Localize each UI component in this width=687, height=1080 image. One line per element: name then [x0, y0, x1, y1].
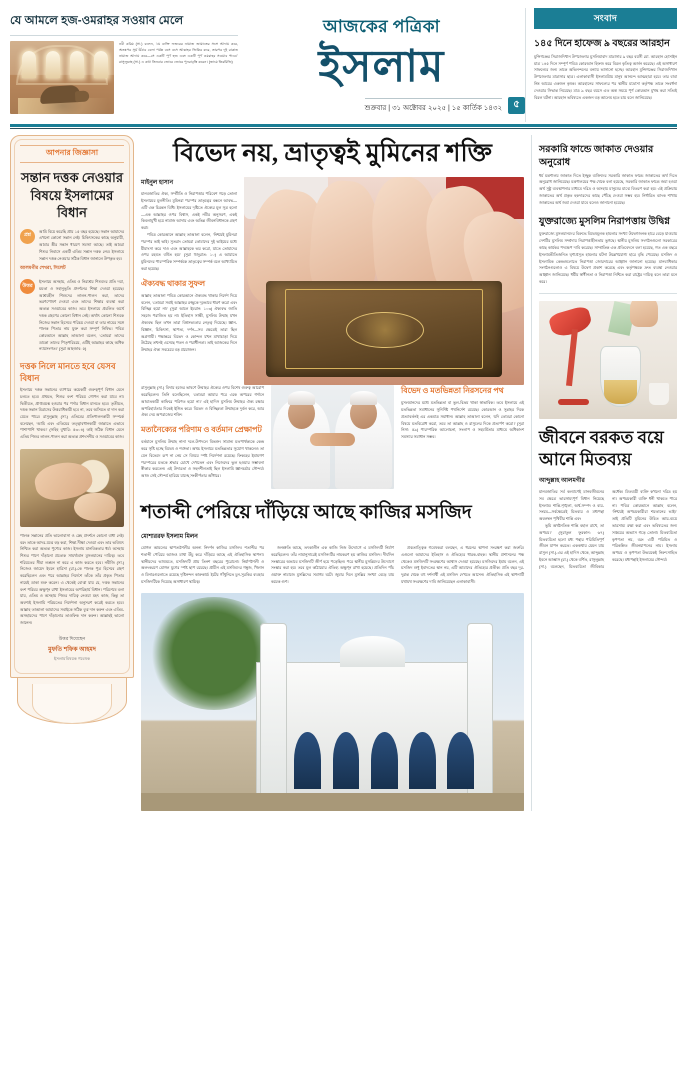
brand-subtitle: আজকের পত্রিকা [322, 17, 441, 36]
column-center [141, 135, 524, 811]
question-signature: আলমগীর শেখরা, সিলেট [20, 265, 66, 271]
main-headline[interactable]: বিভেদ নয়, ভ্রাতৃত্বই মুমিনের শক্তি [173, 140, 492, 167]
story-three-col-1: মানবজাতির সর্ব কল্যাণেই মানবজীবনের সব ক্ষেত্রে ভারসাম্যপূর্ণ বিধান নিয়েছে ইসলাম। শান্তি-শৃঙ্খলা, অর্থ-সম্পদ ও ব্যয়-সংযম—সর্বক্ষেত্রেই মিতব্যয় ও মধ্যপন্থা অবলম্বন পৃথিবীর শান্তি এবং [539, 488, 604, 522]
quran-hands-photo [244, 177, 524, 385]
main-byline: মাইনুল হাসান [141, 180, 174, 187]
news-item-headline-1[interactable]: ১৪৫ দিনে হাফেজ ৯ বছরের আরহান [534, 39, 670, 49]
column-left [10, 135, 134, 811]
main-subtext-2: বর্তমানে মুসলিম উম্মাহ নানা দলে-উপদলে বিভক্ত। সামান্য মতপার্থক্যকে কেন্দ্র করে সৃষ্টি হচ্ছে বিদ্বেষ ও শত্রুতা। অথচ ইসলামে মতভিন্নতার সুযোগ থাকলেও তা যেন বিভেদে রূপ না নেয় সে বিষয়ে স্পষ্ট নির্দেশনা রয়েছে। ফিকহের ইমামগণ পরস্পরের মতকে শ্রদ্ধার চোখে দেখতেন এবং নিজেদের ভুল হওয়ার সম্ভাবনা স্বীকার করতেন। এই উদারতা ও সহনশীলতাই ছিল ইসলামি জ্ঞানচর্চার সৌন্দর্য। আজ সেই সৌন্দর্য হারিয়ে যাচ্ছে সংকীর্ণতার আঁধারে। [141, 439, 264, 479]
news-item-text-3: যুক্তরাজ্যে মুসলমানদের বিরুদ্ধে বিদ্বেষমূলক হামলার সংখ্যা উদ্বেগজনক হারে বেড়ে যাওয়ায় দেশটির মুসলিম সম্প্রদায় নিরাপত্তাহীনতায় ভুগছে। স্থানীয় মুসলিম সংগঠনগুলো সরকারের কাছে কার্যকর পদক্ষেপ দাবি করেছে। সাম্প্রতিক এক প্রতিবেদনে বলা হয়েছে, গত এক বছরে ইসলামভীতিজনিত ঘৃণাপ্রসূত হামলার ঘটনা উল্লেখযোগ্য হারে বৃদ্ধি পেয়েছে। মসজিদ ও ইসলামিক কেন্দ্রগুলোতে নিরাপত্তা জোরদারের আহ্বান জানানো হয়েছে। মানবাধিকার সংগঠনগুলোও এ বিষয়ে উদ্বেগ প্রকাশ করেছে এবং কর্তৃপক্ষকে দ্রুত ব্যবস্থা নেওয়ার আহ্বান জানিয়েছে। ধর্মীয় স্বাধীনতা ও নিরাপত্তা নিশ্চিত করা রাষ্ট্রের দায়িত্ব বলে তারা মনে করে। [539, 231, 677, 284]
two-men-photo [271, 385, 394, 489]
answer-badge: উত্তর [20, 279, 35, 294]
masthead-feature [10, 8, 238, 122]
masthead-feature-text: নবী করিম (সা.) বলেন, ‘যে ব্যক্তি ফজরের নামাজ জামাতের সঙ্গে আদায় করে, অতঃপর সূর্য উঠার বেলা পর্যন্ত বসে বসে আল্লাহর জিকির করে, তারপর দুই রাকাত নামাজ আদায় করে—সে একটি পূর্ণ হজ এবং একটি পূর্ণ ওমরাহর সওয়াব পাবে।’ রাসুলুল্লাহ (সা.) এ কথা তিনবার জোরে জোরে পুনরাবৃত্তি করেন। (জামে তিরমিজি) [119, 42, 238, 65]
answer-signature-label: উত্তর দিয়েছেন [58, 635, 86, 641]
question-badge: প্রশ্ন [20, 229, 35, 244]
page-body [0, 129, 687, 811]
masthead-brand [238, 8, 525, 122]
brand-title: ইসলাম [318, 42, 445, 91]
news-item-headline-3[interactable]: যুক্তরাজ্যে মুসলিম নিরাপত্তায় উদ্বিগ্ন [539, 216, 670, 227]
story-two-col-3: প্রত্নতাত্ত্বিক গবেষকরা বলছেন, এ ধরনের স্থাপনা সংরক্ষণ করা জরুরি। এগুলো আমাদের ইতিহাস ও ঐতিহ্যের ধারক-বাহক। স্থানীয় প্রশাসনের পক্ষ থেকেও মসজিদটি সংরক্ষণের আশ্বাস দেওয়া হয়েছে। মসজিদের ইমাম বলেন, এই মসজিদ শুধু ইবাদতের স্থান নয়, এটি আমাদের ঐতিহ্যের প্রতীক। প্রতি বছর দূর-দূরান্ত থেকে বহু দর্শনার্থী এই মসজিদ দেখতে আসেন। ঐতিহাসিক এই স্থাপনাটি যথাযথ সংরক্ষণের দাবি জানিয়েছেন এলাকাবাসী। [401, 544, 524, 584]
main-subtext-1: আল্লাহ তাআলা পবিত্র কোরআনে ঐক্যবদ্ধ থাকার নির্দেশ দিয়ে বলেন, ‘তোমরা সবাই আল্লাহর রজ্জুকে দৃঢ়ভাবে ধারণ করো এবং বিচ্ছিন্ন হয়ো না।’ (সুরা আলে ইমরান: ১০৩) ঐক্যবদ্ধ জাতি সহজে পরাজিত হয় না। ইতিহাস সাক্ষী, মুসলিম উম্মাহ যখন ঐক্যবদ্ধ ছিল তখন তারা বিশ্বসভ্যতার নেতৃত্ব দিয়েছে। জ্ঞান-বিজ্ঞান, চিকিৎসা, স্থাপত্য, দর্শন—সব ক্ষেত্রেই তারা ছিল অগ্রগামী। পক্ষান্তরে বিভেদ ও কোন্দল যখন মাথাচাড়া দিয়ে উঠেছে তখনই এসেছে পতন ও পরাধীনতা। তাই আজকের দিনে উম্মাহর ঐক্য সবচেয়ে বড় প্রয়োজন। [141, 292, 237, 353]
main-story-columns [141, 385, 524, 489]
ornament-bottom-inner [32, 684, 111, 724]
adoption-photo [20, 449, 124, 527]
story-two-columns [141, 545, 524, 586]
answer-block [20, 279, 124, 353]
story-two-col-2: জনশ্রুতি আছে, তৎকালীন এক কাজি নিজ উদ্যোগে এ মসজিদটি নির্মাণ করেছিলেন। তাঁর নামানুসারেই মসজিদটির নামকরণ হয় কাজির মসজিদ। দীর্ঘদিন সংস্কারের অভাবে মসজিদটি জীর্ণ হয়ে পড়েছিল। পরে স্থানীয় মুসল্লিদের উদ্যোগে সংস্কার করা হয়। তবে মূল কাঠামোর ঐতিহ্য অক্ষুণ্ন রাখা হয়েছে। প্রতিদিন পাঁচ ওয়াক্ত নামাজে মুসল্লিদের সমাগম ঘটে। জুমার দিনে মুসল্লির সংখ্যা বেড়ে যায় কয়েক গুণ। [271, 544, 394, 584]
kazir-mosque-photo [141, 593, 524, 811]
divider-teal [10, 124, 677, 127]
news-item-text-2: ধর্ম মন্ত্রণালয় জাকাত দিতে ইচ্ছুক ব্যক্তিদের সরকারি জাকাত ফান্ডে জাকাতের অর্থ দিতে অনুরোধ জানিয়েছে। মন্ত্রণালয়ের পক্ষ থেকে বলা হয়েছে, সরকারি জাকাত ফান্ডে জমা হওয়া অর্থ সুষ্ঠু ব্যবস্থাপনার মাধ্যমে দরিদ্র ও অসহায় মানুষের মাঝে বিতরণ করা হয়। এই প্রক্রিয়ায় জাকাতের অর্থ প্রকৃত হকদারদের কাছে পৌঁছে দেওয়া সম্ভব হয়। নির্ধারিত ব্যাংক শাখায় জাকাতের অর্থ জমা দেওয়া যাবে বলেও জানানো হয়েছে। [539, 172, 677, 205]
main-paragraph-1: পবিত্র কোরআনে আল্লাহ তাআলা বলেন, ‘নিশ্চয়ই মুমিনরা পরস্পর ভাই ভাই। সুতরাং তোমরা তোমাদের দুই ভাইয়ের মধ্যে মীমাংসা করে দাও এবং আল্লাহকে ভয় করো, যাতে তোমাদের ওপর রহমত বর্ষিত হয়।’ (সুরা হুজুরাত: ১০) এ আয়াতে মুমিনদের পারস্পরিক সম্পর্ককে ভ্রাতৃত্বের সম্পর্ক বলে আখ্যায়িত করা হয়েছে। [141, 232, 237, 272]
main-paragraph-2: রাসুলুল্লাহ (সা.) বিদায় হজের ভাষণে উম্মাহর ঐক্যের ওপর বিশেষ গুরুত্ব আরোপ করেছিলেন। তিনি বলেছিলেন, ‘তোমরা আমার পরে একে অপরের গর্দানে আঘাতকারী কাফিরে পরিণত হয়ো না।’ এই হাদিস মুসলিম উম্মাহর ঐক্য রক্ষার অপরিহার্যতার দিকেই ইঙ্গিত করে। বিভেদ ও বিচ্ছিন্নতা উম্মাহকে দুর্বল করে, আর ঐক্য দেয় অপরাজেয় শক্তি। [141, 385, 264, 418]
ask-sub-text: ইসলামে দত্তক সন্তানের ব্যাপারে কয়েকটি গুরুত্বপূর্ণ বিধান মেনে চলতে হবে। প্রথমত, শিশুর বংশ পরিচয় গোপন করা যাবে না। দ্বিতীয়ত, প্রাপ্তবয়স্ক হওয়ার পর পর্দার বিধান মানতে হবে। তৃতীয়ত, দত্তক সন্তান মিরাসের উত্তরাধিকারী হবে না, তবে অসিয়ত বা দান করা যেতে পারে। রাসুলুল্লাহ (সা.) এতিমের প্রতিপালনকারী সম্পর্কে বলেছেন, ‘আমি এবং এতিমের তত্ত্বাবধানকারী জান্নাতে এভাবে পাশাপাশি থাকব।’ (সহিহ বুখারি: ৫৩০৪) তাই সঠিক বিধান মেনে এতিম শিশুর লালন-পালন করা অত্যন্ত প্রশংসনীয় ও সওয়াবের কাজ। [20, 387, 124, 440]
ask-section-tag: আপনার জিজ্ঞাসা [20, 145, 124, 163]
news-section-label: সংবাদ [534, 8, 677, 29]
question-text: আমি বিয়ে করেছি প্রায় ১৫ বছর হয়েছে। সন্তান আমাদের এখনো কোনো সন্তান নেই। চিকিৎসকের কাছে অনুযায়ী, আমার স্ত্রীর সন্তান ধারণে সমস্যা আছে। তাই আমরা শিশুর নিবাসে একটি এতিম সন্তান দত্তক নেব। ইসলামে সন্তান দত্তক নেওয়ার সঠিক বিধান জানালে উপকৃত হব। [39, 228, 125, 261]
column-right [531, 135, 677, 811]
answer-signature [20, 635, 124, 663]
main-subtext-3: মুসলমানদের মধ্যে মতভিন্নতা বা ভুল-বিভ্রম থাকা স্বাভাবিক। তবে ইসলামে এই মতভিন্নতা সমাধানের সুনির্দিষ্ট পথনির্দেশ রয়েছে। কোরআন ও সুন্নাহর দিকে প্রত্যাবর্তনই এর একমাত্র সমাধান। আল্লাহ তাআলা বলেন, ‘যদি তোমরা কোনো বিষয়ে মতবিরোধ করো, তবে তা আল্লাহ ও রাসুলের দিকে প্রত্যর্পণ করো।’ (সুরা নিসা: ৫৯) পারস্পরিক আলোচনা, সংলাপ ও সহমর্মিতার মাধ্যমে অধিকাংশ সমস্যার সমাধান সম্ভব। [401, 400, 524, 440]
story-two-headline[interactable]: শতাব্দী পেরিয়ে দাঁড়িয়ে আছে কাজির মসজিদ [141, 502, 472, 524]
answer-text: ইসলামে অসহায়, এতিম ও নিরাশ্রয় শিশুদের প্রতি দয়া, মমতা ও সহানুভূতি প্রদর্শনের শিক্ষা দেওয়া হয়েছে। আশ্রয়হীন শিশুদের লালন-পালন করা, তাদের ভরণপোষণ দেওয়া এবং তাদের শিক্ষার ব্যবস্থা করা অত্যন্ত সওয়াবের কাজ। তবে ইসলামে প্রচলিত অর্থে দত্তক গ্রহণের কোনো বিধান নেই। অর্থাৎ কোনো শিশুকে নিজের সন্তান হিসেবে পরিচয় দেওয়া বা তার নামের সঙ্গে পালক পিতার নাম যুক্ত করা সম্পূর্ণ নিষিদ্ধ। পবিত্র কোরআনে আল্লাহ তাআলা বলেন, ‘তোমরা তাদের ডাকো তাদের পিতৃপরিচয়ে, এটিই আল্লাহর কাছে অধিক ন্যায়সংগত।’ (সুরা আহজাব: ৫) [39, 279, 124, 352]
ask-subheading: দত্তক নিলে মানতে হবে যেসব বিধান [20, 361, 116, 383]
story-three-headline[interactable]: জীবনে বরকত বয়ে আনে মিতব্যয় [539, 427, 664, 469]
news-item-headline-2[interactable]: সরকারি ফান্ডে জাকাত দেওয়ার অনুরোধ [539, 145, 654, 168]
story-three-columns [539, 489, 677, 571]
masthead-news-column [525, 8, 677, 122]
story-two [141, 501, 524, 810]
dateline-text: শুক্রবার | ৩১ অক্টোবর ২০২৫ | ১৫ কার্তিক ১৪৩২ [365, 98, 502, 114]
ask-question-box [10, 135, 134, 678]
story-three-col-2: ভূমি অর্থনৈতিক শান্তি বহাল রাখে, তা অপচয়।’ (সুরাতুল ফুরকান: ৬৭) মিতব্যয়িতা হলো মধ্য পন্থার পরিমিতিপূর্ণ জীবন যাপন করতে। এককথায় যেমন যায় রাসুল (সা.)-এর এই হাদিস থেকে, আব্দুল্লাহ ইবনে আব্বাস (রা.) থেকে বর্ণিত, রাসুলুল্লাহ (সা.) বলেছেন, মিতব্যয়িতা জীবিকার অর্ধেক। মিতব্যয়ী ব্যক্তি কখনো দরিদ্র হয় না। অপচয়কারী ব্যক্তি ধনী থাকতে পারে না। পবিত্র কোরআনে আল্লাহ বলেন, ‘নিশ্চয়ই অপচয়কারীরা শয়তানের ভাই।’ তাই প্রতিটি মুমিনের উচিত আয়-ব্যয়ে ভারসাম্য রক্ষা করা এবং ভবিষ্যতের জন্য সঞ্চয়ের অভ্যাস গড়ে তোলা। মিতব্যয়িতা কৃপণতা নয়, বরং এটি পরিমিত ও পরিকল্পিত জীবনযাপনের নাম। ইসলাম অপচয় ও কৃপণতা উভয়কেই নিরুৎসাহিত করেছে। মধ্যপন্থাই ইসলামের সৌন্দর্য। [539, 488, 677, 569]
main-story-lead-column [141, 177, 237, 385]
main-story-hero [141, 177, 524, 385]
ask-second-article: পালক সন্তানের প্রতি ভালোবাসা ও স্নেহ প্রদর্শনে কোনো বাধা নেই। বরং তাকে আদর-যত্নে বড় করা, শিক্ষা-দীক্ষা দেওয়া এবং তার ভবিষ্যৎ নিশ্চিত করা অত্যন্ত পুণ্যের কাজ। ইসলাম মানবিকতার ধর্ম। অসহায় শিশুর পাশে দাঁড়ানো প্রত্যেক সামর্থ্যবান মুসলমানের দায়িত্ব। তবে শরিয়তের সীমা লঙ্ঘন না করে এ কাজ করতে হবে। নবীজি (সা.) নিজেও জায়েদ ইবনে হারিসা (রা.)-কে পালক পুত্র হিসেবে গ্রহণ করেছিলেন এবং পরে আল্লাহর নির্দেশে তাঁকে তাঁর প্রকৃত পিতার নামেই ডাকা শুরু করেন। এ থেকেই বোঝা যায় যে, দত্তক সন্তানের বংশ পরিচয় অক্ষুণ্ন রাখা ইসলামের অপরিহার্য বিধান। পরিশেষে বলা যায়, এতিম ও অসহায় শিশুর দায়িত্ব নেওয়া মহৎ কাজ, কিন্তু তা অবশ্যই ইসলামি শরিয়তের নির্দেশনা অনুসরণ করেই করতে হবে। আল্লাহ তাআলা আমাদের সবাইকে সঠিক বুঝ দান করুন এবং এতিম-অসহায়দের পাশে দাঁড়ানোর তাওফিক দান করুন। আল্লাহই ভালো জানেন। [20, 532, 124, 626]
news-item-text-1: মুন্সিগঞ্জের সিরাজদিখান উপজেলার মুসলিমাবাদ মাদ্রাসার ৯ বছর বয়সী মো. আরহান হোসাইন মাত্র ১৪৫ দিনে সম্পূর্ণ পবিত্র কোরআন হিফজ করে বিরল কৃতিত্ব অর্জন করেছে। এই অসাধারণ সাফল্যের জন্য তাকে অভিনন্দনের বন্যায় ভাসানো হচ্ছে। আরহান মুন্সিগঞ্জের সিরাজদিখান উপজেলার মাদ্রাসার ছাত্র। এলাকাবাসী ইসলামপ্রিয় মানুষ আনন্দে আত্মহারা হয়ে। তার বাবা নিম্ন আয়ের একজন কৃষক। আরহানের সাফল্যের পর স্থানীয় মাদ্রাসা কর্তৃপক্ষ তাকে সংবর্ধনা দেওয়ার সিদ্ধান্ত নিয়েছে। মাত্র ৯ বছর বয়সে এত অল্প সময়ে পূর্ণ কোরআন মুখস্থ করা সত্যিই বিরল ঘটনা। আরহান ভবিষ্যতে একজন বড় আলেম হতে চায় বলে জানিয়েছে। [534, 53, 677, 100]
story-three-byline: আব্দুল্লাহ আলমগীর [539, 477, 585, 484]
ask-title: সন্তান দত্তক নেওয়ার বিষয়ে ইসলামের বিধান [21, 170, 123, 221]
main-subheading-3: বিভেদ ও মতভিন্নতা নিরসনের পথ [401, 386, 504, 396]
masthead [0, 0, 687, 122]
main-lead: মানবজাতির ঐক্য, সম্প্রীতি ও নিরাপত্তার পরিবেশ গড়ে তোলা ইসলামের মূলনীতি। মুমিনরা পরস্পর ভ্রাতৃত্বের বন্ধনে আবদ্ধ—এটি এক চিরন্তন বিধি। ইসলামের দৃষ্টিতে ঐক্যের মূল সূত্র হলো—এক আল্লাহর ওপর বিশ্বাস, একই নবীর অনুসরণ, একই কিবলামুখী হয়ে নামাজ আদায় এবং অভিন্ন জীবনবিধানকে গ্রহণ করা। [141, 191, 237, 231]
answer-signature-name: মুফতি শফিক আহমদ [48, 646, 96, 653]
prayer-photo [10, 41, 114, 114]
question-block [20, 229, 124, 263]
main-subheading-1: ঐক্যবদ্ধ থাকার সুফল [141, 278, 205, 288]
sidebar-divider [539, 293, 677, 294]
main-subheading-2: মতানৈক্যের পরিণাম ও বর্তমান প্রেক্ষাপট [141, 425, 262, 435]
dateline [238, 97, 525, 114]
answer-signature-role: ইসলামবিষয়ক গবেষক [54, 655, 90, 661]
story-two-byline: মোশাররফ ইসলাম মিলন [141, 533, 198, 540]
money-jar-lamp-photo [539, 301, 677, 419]
masthead-feature-title: যে আমলে হজ-ওমরাহর সওয়াব মেলে [10, 12, 238, 36]
page-number-badge: ৫ [508, 97, 525, 114]
story-two-col-1: মোগল আমলের স্থাপত্যশৈলীর অনন্য নিদর্শন কাজির মসজিদ। শতাব্দীর পর শতাব্দী পেরিয়ে আজও মাথা উঁচু করে দাঁড়িয়ে আছে এই ঐতিহাসিক স্থাপনা। স্থানীয়দের ভাষ্যমতে, মসজিদটি প্রায় তিনশ বছরের পুরোনো। নির্মাণশৈলী ও অলংকরণে মোগল যুগের স্পষ্ট ছাপ রয়েছে। প্রাচীন এই মসজিদের গম্বুজ, খিলান ও মিনারগুলোতে রয়েছে দৃষ্টিনন্দন কারুকার্য। ইটের গাঁথুনিতে চুন-সুরকির ব্যবহার মসজিদটিকে দিয়েছে অসাধারণ স্থায়িত্ব। [141, 544, 264, 584]
